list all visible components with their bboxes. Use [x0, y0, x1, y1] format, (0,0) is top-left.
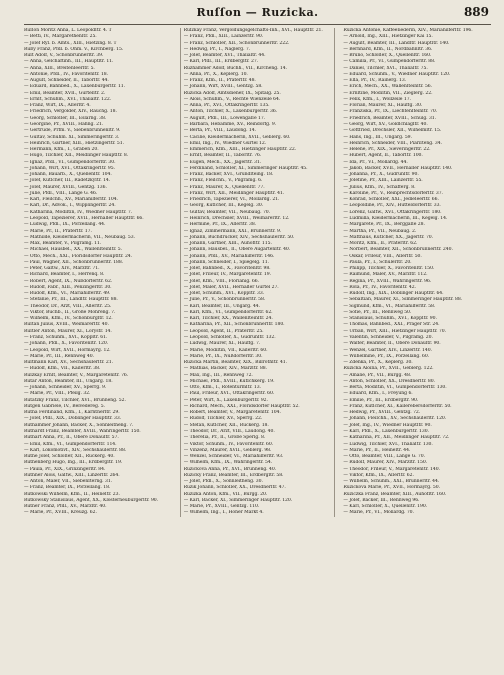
directory-entry: — Emil, Kfm., VI., Gumpendorferſtr. 114.: [24, 441, 117, 447]
directory-entry: — Leopold, Wirt, XVII., Hormayrg. 12.: [24, 347, 111, 353]
directory-entry: — Joſef, Schuhm., XVI., Koppſtr. 33.: [183, 291, 265, 297]
directory-entry: — Ignaz, Zimmermann, XXI., Brünnerſtr. 9.: [183, 228, 282, 234]
directory-entry: — Johann, Schneider, I., Spiegelg. 11.: [183, 259, 269, 265]
directory-entry: — Johann, Schneider, XV., Sperrg. 9.: [24, 385, 107, 391]
directory-entry: — Paula, Pr., I., Schulerſtr. 20.: [343, 259, 412, 265]
directory-entry: Rutkowsky Stanislaus, Agent, XX., Klosterneuburgerſtr. 90.: [24, 497, 159, 503]
directory-entry: — Elſa, Pr., IV., Rainerg. 13.: [343, 78, 407, 84]
directory-entry: — Erich, Mech., XX., Wallenſteinſtr. 56.: [343, 84, 433, 90]
directory-entry: — Stefan, Kutſcher, XII., Ruckerg. 18.: [183, 422, 269, 428]
directory-entry: — Franziska, Pr., IX., Liechtenſteinſtr. 70.: [343, 109, 438, 115]
directory-entry: — Friedrich, Beamter, XVIII., Schulg. 31.: [343, 115, 437, 121]
directory-entry: — Franz, Bäcker, XVI., Grundſteing. 18.: [183, 172, 274, 178]
directory-entry: — Karl, Tiſchler, XX., Wallenſteinſtr. 24.: [183, 316, 273, 322]
directory-entry: — Betti, IV., Margarethenſtr. 25.: [24, 34, 97, 40]
directory-entry: — Ignaz, Pfdl., VI., Gumpendorferſtr. 30.: [24, 159, 116, 165]
directory-entry: — Heinrich, Gärtner, XIII., Hietzingerſtr. 51.: [24, 140, 125, 146]
directory-entry: — Ludwig, Tiſchler, XVI., Thaliaſtr. 130.: [343, 441, 433, 447]
directory-entry: — Joſef, Pfdl., XIX., Döblinger Hauptſtr. 33.: [24, 416, 122, 422]
directory-entry: — Joſefine, Pr., XIII., Lainzerſtr. 55.: [343, 178, 423, 184]
directory-entry: — Barbara, Hebamme, XV., Reindorfg. 9.: [183, 121, 277, 127]
directory-entry: — Karl, Pfdl., III., Erdbergſtr. 27.: [183, 59, 259, 65]
directory-entry: — Walter, Beamter, II., Obere Donauſtr. 90.: [343, 341, 441, 347]
directory-entry: — Ernſt, Beamter, II., Taborſtr. 76.: [183, 153, 262, 159]
directory-entry: — Franz, Pfdl., XIII., Lainzerſtr. 90.: [183, 34, 264, 40]
directory-entry: — Joſef, Beamter, XVI., Thaliaſtr. 44.: [183, 53, 266, 59]
directory-entry: — Alois, Schuhm., V., Rechte Wienzeile 64.: [183, 96, 281, 102]
directory-entry: — Hermine, Pr., IX., Alſerſtr. 38.: [183, 222, 257, 228]
directory-entry: — Camilla, Pr., VI., Gumpendorferſtr. 88.: [343, 59, 436, 65]
directory-entry: Ruſtmann Karl, XV., Sechshauſerſtr. 21.: [24, 360, 113, 366]
directory-entry: — Ferdinand, Schloſſer, XI., Simmeringer Hauptſtr. 45.: [183, 165, 308, 171]
directory-entry: — Johann, Bauarb., X., Quellenſtr. 104.: [24, 172, 112, 178]
directory-entry: — Franz, Wirt, XII., Meidlinger Hauptſtr. 41.: [183, 190, 285, 196]
directory-entry: — Georg, Kutſcher, III., Kegelg. 30.: [183, 203, 264, 209]
directory-entry: — Hubert, Agent, II., Taborſtr. 100.: [343, 153, 423, 159]
directory-entry: — Karoline, Pr., V., Reinprechtsdorferſtr. 37.: [343, 190, 443, 196]
directory-entry: — Paula, Pr., XIX., Grinzingerſtr. 84.: [24, 466, 106, 472]
directory-entry: — Katharina, Pr., XII., Meidlinger Hauptſtr. 72.: [343, 435, 450, 441]
directory-entry: — Emil, Beamter, XVII., Gürtelſtr. 2.: [24, 90, 106, 96]
directory-entry: — Johann, Hausbeſ., II., Obere Augartenſtr. 40.: [183, 247, 291, 253]
directory-entry: — Rudolf, Kfm., VII., Kaiſerſtr. 38.: [24, 366, 101, 372]
directory-entry: — Raimund, Maler, XV., Märzſtr. 112.: [343, 272, 428, 278]
directory-entry: — Katharina, Pr., XII., Schönbrunnerſtr. 180.: [183, 322, 285, 328]
directory-entry: — Georg, Wirt, XV., Goldſchlagſtr. 40.: [343, 121, 428, 127]
directory-entry: — Johann, Pfdl., X., Favoritenſtr. 120.: [24, 341, 109, 347]
directory-entry: — Otto, Kfm., I., Rotenturmſtr. 13.: [183, 385, 261, 391]
directory-entry: — Gottfried, Drechsler, XII., Wilhelmſtr. 15.: [343, 128, 442, 134]
directory-entry: Ruthner Alois, Gaſtw., XIII., Linzerſtr. 264.: [24, 472, 120, 478]
directory-entry: — Johann, Wirt, XVI., Ottakringerſtr. 95.: [24, 165, 115, 171]
directory-entry: — Vinzenz, Maurer, XVII., Geblerg. 98.: [183, 447, 272, 453]
directory-entry: — Anton, Maler, VII., Siebenſterng. 31.: [24, 479, 113, 485]
directory-entry: — Johanna, Pr., X., Gudrunſtr. 90.: [343, 172, 419, 178]
directory-entry: — Michael, Pfdl., XVIII., Kutſchkerg. 19.: [183, 378, 275, 384]
directory-entry: — Leopoldine, Pr., XIV., Hütteldorferſtr. 33.: [343, 203, 441, 209]
directory-entry: — Otto, Mech., XXI., Floridsdorfer Hauptſtr. 24.: [24, 253, 133, 259]
directory-entry: — Bernhard, Kfm., II., Nordbahnſtr. 36.: [343, 46, 433, 52]
directory-entry: — Wilhelm, Schuhm., XXI., Brünnerſtr. 44.: [343, 479, 440, 485]
directory-entry: — Daniel, Tiſchler, XVI., Thaliaſtr. 75.: [343, 65, 428, 71]
directory-entry: — Hedwig, Pr., I., Naglerg. 7.: [183, 46, 251, 52]
directory-entry: — Franz, Fleiſchh., V., Pilgramg. 6.: [183, 178, 263, 184]
directory-entry: — Antonie, Pfdl., IV., Favoritenſtr. 18.: [24, 71, 109, 77]
directory-entry: Ruſſon Moritz Anna, L. Leopoldſtr. 4. T: [24, 28, 112, 33]
directory-entry: — Julie, Pr., V., Schönbrunnerſtr. 58.: [183, 297, 266, 303]
directory-entry: — Viktor, Schuhm., IV., Favoritenſtr. 60.: [183, 441, 274, 447]
directory-entry: — Ludwig, Pfdl., IX., Porzellang. 44.: [24, 222, 106, 228]
directory-entry: — Arnold, Ing., XIII., Hietzinger Kai 15.: [343, 34, 433, 40]
directory-entry: — Norbert, Beamter, XII., Schönbrunnerſtr. 240.: [343, 247, 453, 253]
directory-entry: — Marie, Pr., II., Heineſtr. 44.: [343, 447, 411, 453]
directory-entry: — Theodor, Dr., Arzt, VIII., Alſerſtr. 25.: [24, 303, 112, 309]
directory-entry: — Karl, Beamter, III., Ungarg. 44.: [183, 303, 261, 309]
directory-entry: — Hans, Ing., III., Ungarg. 59.: [343, 134, 412, 140]
directory-entry: — Paul, Friſeur, XVI., Ottakringerſtr. 60.: [183, 391, 275, 397]
directory-entry: — Ida, Pr., VI., Mollardg. 44.: [343, 159, 408, 165]
directory-entry: — Karl, Pfdl., X., Laxenburgerſtr. 130.: [343, 429, 429, 434]
directory-entry: Rutha Ferdinand, Kfm., I., Kärntnerſtr. 29.: [24, 410, 120, 416]
directory-entry: — Leopold, Tapezierer, XVII., Hernalſer Hauptſtr. 66.: [24, 215, 144, 221]
directory-entry: — Hedwig, Pr., XVIII., Gentzg. 72.: [343, 410, 421, 416]
directory-entry: — Auguſt, Pfdl., III., Löwengaſſe 17.: [183, 115, 266, 121]
directory-entry: — Martha, Pr., VII., Neubaug. 2.: [343, 228, 417, 234]
directory-entry: — Felix, Kfm., I., Wollzeile 17.: [343, 96, 411, 102]
directory-entry: — Emilie, Pr., III., Erdbergſtr. 90.: [343, 397, 419, 403]
directory-entry: Rutner Franz, Pfdl., XV., Märzſtr. 40.: [24, 504, 107, 510]
directory-entry: — Otto, Beamter, VIII., Lange G. 70.: [343, 454, 425, 460]
directory-entry: — Anna, Geſchäftinh., III., Hauptſtr. 11.: [24, 59, 114, 65]
directory-entry: — Richard, Mech., XXI., Floridsdorfer Hauptſtr. 52.: [183, 403, 300, 409]
directory-entry: — Wilhelm, Kfm., IX., Währingerſtr. 54.: [183, 460, 273, 466]
directory-entry: Rutar Anton, Beamter, III., Ungarg. 18.: [24, 378, 113, 384]
directory-entry: — Sigmund, Kfm., VI., Mariahilferſtr. 58.: [343, 303, 436, 309]
directory-entry: — Friedrich, Tapezierer, VI., Mollardg. 21.: [183, 197, 280, 203]
directory-entry: — Philipp, Tiſchler, X., Favoritenſtr. 150.: [343, 266, 435, 272]
directory-entry: — Richard, Beamter, I., Herrenq. 8.: [24, 272, 105, 278]
directory-entry: — Rudolf, Fabr., XIII., Penzingerſtr. 30.: [24, 284, 112, 290]
directory-entry: — Julie, Pfdl., VIII., Lange G. 46.: [24, 190, 98, 196]
directory-entry: — Marie, Pr., XVIII., Kreuzg. 62.: [24, 510, 97, 516]
directory-entry: — Wilhelm, Kfm., IV., Schönburgſtr. 12.: [24, 316, 113, 322]
directory-entry: Ruſt Adolf, V., Schönbrunnerſtr. 39.: [24, 53, 104, 59]
directory-entry: — Marie, Pr., XVIII., Gentzg. 110.: [183, 504, 260, 510]
directory-entry: — Anton, Schloſſer, XX., Dresdnerſtr. 80.: [343, 378, 435, 384]
directory-entry: Ruzicka Adolf, Amtsdiener, IX., Spitalg. 25.: [183, 90, 281, 96]
directory-entry: — Heinrich, Schneider, VIII., Piariſteng. 34.: [343, 140, 442, 146]
directory-entry: — Sebaſtian, Maurer, XI., Simmeringer Hauptſtr. 88.: [343, 297, 463, 303]
directory-entry: Ruzizka Anton, Kfm., VII., Burgg. 20.: [183, 491, 268, 497]
directory-entry: — Leopold, Schloſſer, X., Gudrunſtr. 132.: [183, 335, 276, 341]
directory-entry: — Joſef, Friſeur, IV., Margaretenſtr. 19.: [183, 272, 272, 278]
directory-entry: — Hugo, Tiſchler, XII., Meidlinger Hauptſtr. 8.: [24, 153, 129, 159]
directory-entry: — Max, Ing., III., Rennweg 72.: [183, 372, 253, 378]
directory-entry: — Johann, Gärtner, XIII., Auhofſtr. 115.: [183, 241, 272, 247]
directory-entry: — Anna, XIII., Breitenſeerſtr. 5.: [24, 65, 95, 71]
directory-entry: Ruzicka Aloiſia, Pr., XVII., Geblerg. 122.: [343, 366, 434, 372]
directory-entry: — Johann, Buchdrucker, XIV., Sechshauſerſtr. 50.: [183, 234, 295, 240]
directory-entry: Ruzik Johann, Schloſſer, XX., Dresdnerſtr. 47.: [183, 485, 286, 491]
directory-entry: — Johann, Wirt, XVIII., Gentzg. 58.: [183, 84, 263, 90]
directory-entry: — Wilhelm, Ing., I., Hoher Markt 4.: [183, 510, 264, 516]
directory-entry: — Urban, Wirt, XIII., Hietzinger Hauptſtr. 70.: [343, 328, 446, 334]
directory-entry: Rußy Franz, Pfdl. b. Ohm. V., Kirchberg. 15.: [24, 46, 124, 52]
directory-entry: — Roſa, Pr., IV., Favoritenſtr. 42.: [343, 284, 416, 290]
directory-entry: — Franz, Maurer, X., Quellenſtr. 77.: [183, 184, 265, 190]
directory-entry: — Anna, Pr., XVI., Ottakringerſtr. 135.: [183, 103, 270, 109]
directory-entry: — Margarete, Pr., IX., Berggaſſe 28.: [343, 222, 425, 228]
directory-entry: — Oskar, Friſeur, VIII., Alſerſtr. 50.: [343, 253, 422, 259]
directory-entry: Ruzicky Franz, Beamter, III., Erdbergſtr. 58.: [183, 472, 284, 478]
directory-entry: — Ludmilla, Kleidermacherin, III., Kegelg. 14.: [343, 215, 448, 221]
directory-entry: Ruzickova Anna, Pr., XVI., Brunneng. 40.: [183, 466, 277, 472]
directory-entry: — Viktor, Buchb., II., Große Mohreng. 7.: [24, 309, 116, 315]
directory-entry: — Heinrich, Drechsler, XVIII., Weimarerſtr. 12.: [183, 215, 290, 221]
directory-entry: — Leopold, Agent, II., Praterſtr. 25.: [183, 328, 264, 334]
directory-entry: Ruthe Joſef, Schloſſer, XII., Ruckerg. 40.: [24, 454, 115, 460]
directory-entry: — Regina, Pr., XVIII., Währingerſtr. 96.: [343, 278, 432, 284]
directory-entry: — Georg, Schloſſer, III., Eslarng. 38.: [24, 115, 107, 121]
directory-entry: — Mathias, Bäcker, XIV., Märzſtr. 88.: [183, 366, 268, 372]
directory-entry: — Eduard, Bahnbed., X., Laxenburgerſtr. 11.: [24, 84, 126, 90]
directory-entry: — Marie, Pr., IX., Nußdorferſtr. 30.: [183, 353, 263, 359]
directory-entry: Ruzicka Antonie, Kaffeeſiederin, XIV., Mariahilferſtr. 196.: [343, 28, 473, 33]
directory-entry: — Paul, Wagner, XII., Schönbrunnerſtr. 188.: [24, 259, 124, 265]
directory-entry: — Stanislaus, Schuhm., XVI., Koppſtr. 90.: [343, 316, 437, 322]
directory-entry: — Stefanie, Pr., III., Landſtr. Hauptſtr. 88.: [24, 297, 118, 303]
directory-entry: — Theodor, Dr., Arzt, VIII., Laudong. 40.: [183, 429, 275, 434]
directory-entry: — Eduard, Kfm., I., Freyung 6.: [343, 391, 413, 397]
directory-entry: — Karl, Lokomotivf., XIV., Sechshauſerſtr. 88.: [24, 447, 127, 453]
directory-entry: — Emil, Ing., IV., Wiedner Gürtel 12.: [183, 140, 267, 146]
directory-entry: Ruzhammer Adolf, Buchh., VII., Kircheng. 14.: [183, 65, 287, 71]
running-title: Ruſſon — Ruzicka.: [196, 6, 319, 19]
directory-entry: — Ernſt, Schuhm., XVI., Thaliaſtr. 122.: [24, 96, 112, 102]
directory-entry: — Johann, Fleiſchh., XV., Sechshauſerſtr. 120.: [343, 416, 447, 422]
directory-entry: — Joſef Ryſ. b. Amts., XIII., Hietzing. 8. T: [24, 40, 117, 46]
directory-entry: — Emmerich, Kfm., XIII., Hietzinger Hauptſtr. 22.: [183, 147, 297, 153]
directory-entry: — Theodor, Friſeur, V., Margaretenſtr. 140.: [343, 466, 440, 472]
directory-entry: Rutkowski Wilhelm, Kfm., II., Heineſtr. 23.: [24, 491, 120, 497]
directory-entry: — Franz, Kutſcher, XI., Kaiſerebersdorferſtr. 50.: [343, 403, 452, 409]
directory-entry: — Gertrude, Prfm. V., Siebenbrunnenſtr. 9.: [24, 128, 121, 134]
directory-entry: — Franz, Beamter, IX., Porzellang. 18.: [24, 485, 111, 491]
directory-entry: — Joſef, Kutſcher, III., Radetzkyſtr. 14.: [24, 178, 111, 184]
directory-entry: — Joſef, Bäcker, III., Rennweg 96.: [343, 497, 420, 503]
directory-entry: — Lorenz, Gaſtw., XVI., Ottakringerſtr. 180.: [343, 209, 442, 215]
directory-entry: — Moritz, Kfm., II., Praterſtr. 62.: [343, 241, 418, 247]
directory-entry: Ruthart Anna, Pr., II., Obere Donauſtr. 57.: [24, 435, 119, 441]
directory-entry: — Thereſia, Pr., II., Große Sperlg. 8.: [183, 435, 266, 441]
directory-entry: — Karl, Kfm., VI., Gumpendorferſtr. 62.: [183, 309, 273, 315]
directory-entry: — Helene, Pr., XIX., Sieveringerſtr. 22.: [343, 147, 431, 153]
directory-entry: — Franz, Kfm., II., Praterſtr. 48.: [183, 78, 256, 84]
directory-entry: — Marie, Pr., VI., Mollardg. 70.: [343, 510, 414, 516]
directory-entry: — Franz, Schloſſer, XII., Schönbrunnerſtr. 222.: [183, 40, 290, 46]
directory-entry: — Peter, Gaſtw., XIV., Märzſtr. 71.: [24, 266, 100, 272]
directory-entry: Ruzickova Marie, Pr., XVII., Hormayrg. 50.: [343, 485, 440, 491]
directory-entry: — Rudolf, Tiſchler, XV., Sperrg. 22.: [183, 416, 263, 422]
directory-entry: — Zdenka, Pr., X., Keplerg. 30.: [343, 360, 413, 366]
directory-entry: Ruthardt Franz, Beamter, XVIII., Währingerſtr. 150.: [24, 429, 141, 434]
directory-entry: — Max, Beamter, V., Pilgramg. 11.: [24, 241, 102, 247]
directory-entry: — Ernſtine, Modiſtin, VII., Zieglerg. 22.: [343, 90, 433, 96]
directory-entry: — Rudolf, Kfm., VI., Mariahilferſtr. 49.: [24, 291, 111, 297]
directory-entry: — Franz, Wirt, IX., Alſerſtr. 4.: [24, 103, 91, 109]
directory-entry: — Florian, Maurer, XI., Hauffg. 30.: [343, 103, 423, 109]
directory-entry: — Cäcilie, Kleidermacherin, XVII., Geblerg. 60.: [183, 134, 291, 140]
directory-entry: — Joſef, Pfdl., X., Sonnleitheng. 30.: [183, 479, 263, 485]
directory-entry: — Eduard, Schuhm., V., Wiedner Hauptſtr. 120.: [343, 71, 451, 77]
page-number: 889: [463, 5, 489, 19]
directory-entry: Ruthenberg Hugo, Ing., III., Erdbergſtr. 19.: [24, 460, 123, 466]
directory-entry: — Wenzel, Schneider, VI., Mariahilferſtr. 93.: [183, 454, 284, 460]
entry-columns: [24, 28, 491, 517]
directory-entry: — Franz, Schuhm., XVI., Koppſtr. 61.: [24, 335, 108, 341]
directory-entry: — Wenzel, Gärtner, XIV., Linzerſtr. 140.: [343, 347, 432, 353]
directory-entry: — Amalie, Pr., VII., Burgg. 48.: [343, 372, 412, 378]
directory-entry: — Auguſt, Beamter, III., Landſtr. Hauptſtr. 140.: [343, 40, 450, 46]
directory-entry: — Guſtav, Beamter, VII., Neubaug. 70.: [183, 209, 271, 215]
directory-entry: — Robert, Beamter, V., Margaretenſtr. 104.: [183, 410, 281, 416]
directory-entry: — Valentin, Schneider, V., Pilgramg. 20.: [343, 335, 433, 341]
directory-entry: — Marie, Pr., VIII., Pfeilg. 32.: [24, 391, 91, 397]
directory-entry: — Julius, Kfm., IV., Schäfferg. 8.: [343, 184, 416, 190]
directory-entry: Ruſzkay Ernſt, Beamter, V., Margaretenſtr. 76.: [24, 372, 129, 378]
directory-entry: — Marie, Modiſtin, VII., Kaiſerſtr. 60.: [183, 347, 268, 353]
directory-entry: — Guſtav, Schuhm. XI., Simmeringerſtr. 3.: [24, 134, 120, 140]
directory-entry: — Thomas, Bahnbed., XXI., Prager Str. 24.: [343, 322, 440, 328]
directory-entry: Rutatzky Franz, Tiſchler, XVI., Brunneng. 52.: [24, 397, 126, 403]
directory-entry: — Karl, Schloſſer, X., Quellenſtr. 190.: [343, 504, 428, 510]
directory-entry: Ruſtan Julius, XVIII., Weimarerſtr. 40.: [24, 322, 109, 328]
directory-entry: — Eugen, Mech., XX., Jägerſtr. 31.: [183, 159, 262, 165]
directory-entry: — Katharina, Modiſtin, IV., Wiedner Hauptſtr. 7.: [24, 209, 133, 215]
directory-entry: — Joſef, Bahnbed., X., Favoritenſtr. 98.: [183, 266, 271, 272]
directory-entry: — Viktor, Kfm., IX., Alſerſtr. 62.: [343, 472, 414, 478]
directory-entry: — Peter, Wirt, X., Laxenburgerſtr. 92.: [183, 397, 268, 403]
directory-entry: Rutgen Gabriele, IV., Belvedereg. 5.: [24, 403, 105, 409]
directory-entry: — Joſef, Maler, XVII., Hernalſer Gürtel 27.: [183, 284, 279, 290]
directory-entry: Ruſtler Anton, Maurer, XI., Lorystr. 14.: [24, 328, 112, 334]
page-header: [24, 4, 491, 25]
directory-entry: — Rudolf, Maurer, XIV., Märzſtr. 150.: [343, 460, 428, 466]
directory-entry: — Joſef, Maurer, XVIII., Gentzg. 136.: [24, 184, 107, 190]
directory-entry: — Michael, Hausbeſ., XX., Wallenſteinſtr. 5.: [24, 247, 123, 253]
directory-entry: — Mathilde, Kleidermacherin, VII., Neubaug. 53.: [24, 234, 135, 240]
directory-entry: — Jakob, Bäcker, XVII., Hernalſer Hauptſtr. 140.: [343, 165, 453, 171]
column-middle: [180, 28, 336, 517]
directory-entry: — Marie, Pr., III., Rennweg 40.: [24, 353, 94, 359]
directory-entry: — Bruno, Schloſſer, X., Quellenſtr. 160.: [343, 53, 432, 59]
directory-entry: — Anton, Tiſchler, X., Laxenburgerſtr. 36.: [183, 109, 278, 115]
column-right: [343, 28, 491, 517]
directory-entry: — Karl, Fleiſchh., XV., Mariahilferſtr. 104.: [24, 197, 118, 203]
directory-entry: — Joſef, Kfm., VIII., Florianig. 66.: [183, 278, 260, 284]
directory-entry: — Robert, Agent, IX., Nußdorferſtr. 62.: [24, 278, 113, 284]
directory-entry: — Marie, Pr., II., Praterſtr. 17.: [24, 228, 92, 234]
directory-entry: — Karl, Dr., Advok., I., Wipplingerſtr. 24.: [24, 203, 116, 209]
directory-entry: — Auguſt, Schneider, II., Taborſtr. 44.: [24, 78, 109, 84]
directory-entry: Ruzicka Martin, Beamter, XIX., Billrothſtr. 41.: [183, 360, 288, 366]
directory-entry: — Karl, Bäcker, XI., Simmeringer Hauptſtr. 120.: [183, 497, 293, 503]
directory-entry: — Hermann, Kfm., I., Graben 20.: [24, 147, 99, 153]
column-left: [24, 28, 172, 517]
directory-entry: — Rudolf, Ing., XIX., Döblinger Hauptſtr. 64.: [343, 291, 444, 297]
directory-entry: — Berta, Pr., VIII., Laudong. 14.: [183, 128, 256, 134]
directory-entry: — Matthäus, Kutſcher, XX., Jägerſtr. 70.: [343, 234, 434, 240]
directory-entry: — Berta, Modiſtin, VI., Gumpendorferſtr. 130.: [343, 385, 447, 391]
directory-entry: — Sofie, Pr., III., Rennweg 50.: [343, 309, 412, 315]
directory-entry: — Joſef, Ing., IV., Wiedner Hauptſtr. 90.: [343, 422, 432, 428]
directory-entry: — Konrad, Schloſſer, XXI., Jedleſeerſtr. 66.: [343, 197, 439, 203]
directory-entry: — Georgine, Pr., XVIII., Hahng. 21.: [24, 121, 104, 127]
directory-entry: Ruziczka Franz, Beamter, XIII., Auhofſtr. 160.: [343, 491, 447, 497]
directory-entry: — Ludwig, Maurer, XI., Hauffg. 7.: [183, 341, 261, 347]
directory-entry: — Anna, Pr., X., Keplerg. 10.: [183, 71, 248, 77]
directory-entry: Ruſzkay Franz, Vergoldungsgeſchäfts-Inh., XVI., Hauptſtr. 21.: [183, 28, 323, 33]
directory-entry: — Friedrich, Vergolder, XIV., Rauchg. 18.: [24, 109, 117, 115]
directory-entry: — Johann, Pfdl., XV., Mariahilferſtr. 146.: [183, 253, 275, 259]
directory-entry: — Wilhelmine, Pr., IX., Porzellang. 60.: [343, 353, 430, 359]
directory-entry: Ruthammer Johann, Bäcker, X., Sonnleitheng. 7.: [24, 422, 134, 428]
